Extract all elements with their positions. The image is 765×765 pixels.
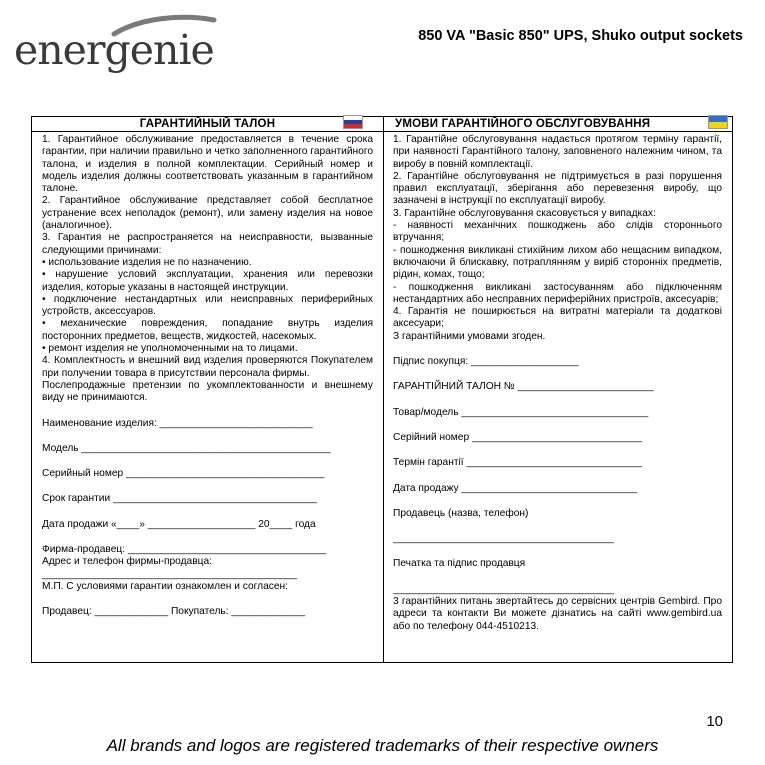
term-paragraph: • нарушение условий эксплуатации, хранения или перевозки изделия, которые указаны в настоящей инструкции. <box>42 269 373 293</box>
term-paragraph: 2. Гарантийное обслуживание представляет собой бесплатное устранение всех неполадок (ремонт), или замену изделия на новое (аналогичное). <box>42 195 373 232</box>
warranty-card <box>31 116 733 663</box>
term-paragraph: - пошкодження викликані стихійним лихом або нещасним випадком, включаючи й блискавку, потраплянням у виріб сторонніх предметів, рідин, комах, тощо; <box>393 244 722 281</box>
terms-ru <box>32 132 383 619</box>
term-paragraph: • использование изделия не по назначению. <box>42 256 252 268</box>
warranty-column-ru <box>32 117 384 662</box>
term-paragraph: • механические повреждения, попадание внутрь изделия посторонних предметов, веществ, жидкостей, насекомых. <box>42 318 373 342</box>
serial-number-field: Серійний номер ______________________________ <box>393 431 642 443</box>
seller-address-label: Адрес и телефон фирмы-продавца: <box>42 556 212 568</box>
russian-flag-icon <box>343 115 363 129</box>
sale-date-field: Дата продажу _______________________________ <box>393 482 638 494</box>
signatures-field: Продавец: _____________ Покупатель: _____________ <box>42 606 306 618</box>
term-paragraph: 4. Гарантія не поширюється на витратні матеріали та додаткові аксесуари; <box>393 306 722 330</box>
stamp-consent-label: М.П. С условиями гарантии ознакомлен и согласен: <box>42 580 288 592</box>
brand-logo <box>14 12 224 74</box>
trademark-note: All brands and logos are registered trademarks of their respective owners <box>106 736 659 755</box>
term-paragraph: 4. Комплектность и внешний вид изделия проверяются Покупателем при получении товара в присутствии персонала фирмы. <box>42 355 373 379</box>
term-paragraph: 1. Гарантийное обслуживание предоставляется в течение срока гарантии, при наличии правильно и четко заполненного гарантийного талона, и изделия в полной комплектации. Серийный номер и модель изделия должны соответствовать указанным в гарантийном талоне. <box>42 134 373 195</box>
seller-stamp-line: _______________________________________ <box>393 583 614 595</box>
terms-ua <box>383 132 732 633</box>
term-paragraph: 3. Гарантия не распространяется на неисправности, вызванные следующими причинами: <box>42 232 373 256</box>
term-paragraph: • подключение нестандартных или неисправных периферийных устройств, аксессуаров. <box>42 293 373 318</box>
heading-ua-text: УМОВИ ГАРАНТІЙНОГО ОБСЛУГОВУВАННЯ <box>395 118 651 130</box>
document-title: 850 VA "Basic 850" UPS, Shuko output sockets <box>418 28 743 44</box>
warranty-period-field: Срок гарантии ____________________________________ <box>42 493 317 505</box>
logo-text: energenie <box>14 26 214 74</box>
product-model-field: Товар/модель _________________________________ <box>393 406 649 418</box>
model-field: Модель ____________________________________________ <box>42 442 331 454</box>
term-paragraph: З гарантійними умовами згоден. <box>393 330 546 342</box>
service-center-note: 3 гарантійних питань звертайтесь до сервісних центрів Gembird. Про адреси та контакти Ви можете дізнатись на сайті www.gembird.ua або по телефону 044-4510213. <box>393 596 722 632</box>
term-paragraph: • ремонт изделия не уполномоченными на то лицами. <box>42 343 298 355</box>
serial-number-field: Серийный номер ___________________________________ <box>42 468 325 480</box>
warranty-period-field: Термін гарантії _______________________________ <box>393 457 643 469</box>
term-paragraph: - наявності механічних пошкоджень або слідів стороннього втручання; <box>393 220 722 244</box>
term-paragraph: 1. Гарантійне обслуговування надається протягом терміну гарантії, при наявності Гарантійного талону, заповненого належним чином, та виробу в повній комплектації. <box>393 134 722 170</box>
term-paragraph: 2. Гарантійне обслуговування не підтримується в разі порушення правил експлуатації, зберігання або перевезення виробу, що зазначені в інструкції по експлуатації виробу. <box>393 170 722 207</box>
page-number: 10 <box>706 713 723 730</box>
seller-firm-field: Фирма-продавец: ___________________________________ <box>42 544 327 556</box>
sale-date-field: Дата продажи «____» ___________________ 20____ года <box>42 518 316 530</box>
buyer-signature-field: Підпис покупця: ___________________ <box>393 356 579 368</box>
seller-name-line: _______________________________________ <box>393 533 614 545</box>
heading-ru-text: ГАРАНТИЙНЫЙ ТАЛОН <box>139 118 276 130</box>
seller-name-label: Продавець (назва, телефон) <box>393 507 529 519</box>
product-name-field: Наименование изделия: ___________________________ <box>42 417 313 429</box>
term-paragraph: Послепродажные претензии по укомплектованности и внешнему виду не принимаются. <box>42 379 373 404</box>
seller-stamp-label: Печатка та підпис продавця <box>393 558 526 570</box>
coupon-number-field: ГАРАНТІЙНИЙ ТАЛОН № ________________________ <box>393 381 654 393</box>
warranty-column-ua <box>383 117 732 662</box>
seller-address-line: _____________________________________________ <box>42 568 297 580</box>
ukrainian-flag-icon <box>708 115 728 129</box>
term-paragraph: - пошкодження викликані застосуванням або підключенням нестандартних або несправних периферійних пристроїв, аксесуарів; <box>393 281 722 305</box>
heading-ru <box>32 117 383 132</box>
term-paragraph: 3. Гарантійне обслуговування скасовується у випадках: <box>393 207 656 219</box>
heading-ua <box>383 117 732 132</box>
